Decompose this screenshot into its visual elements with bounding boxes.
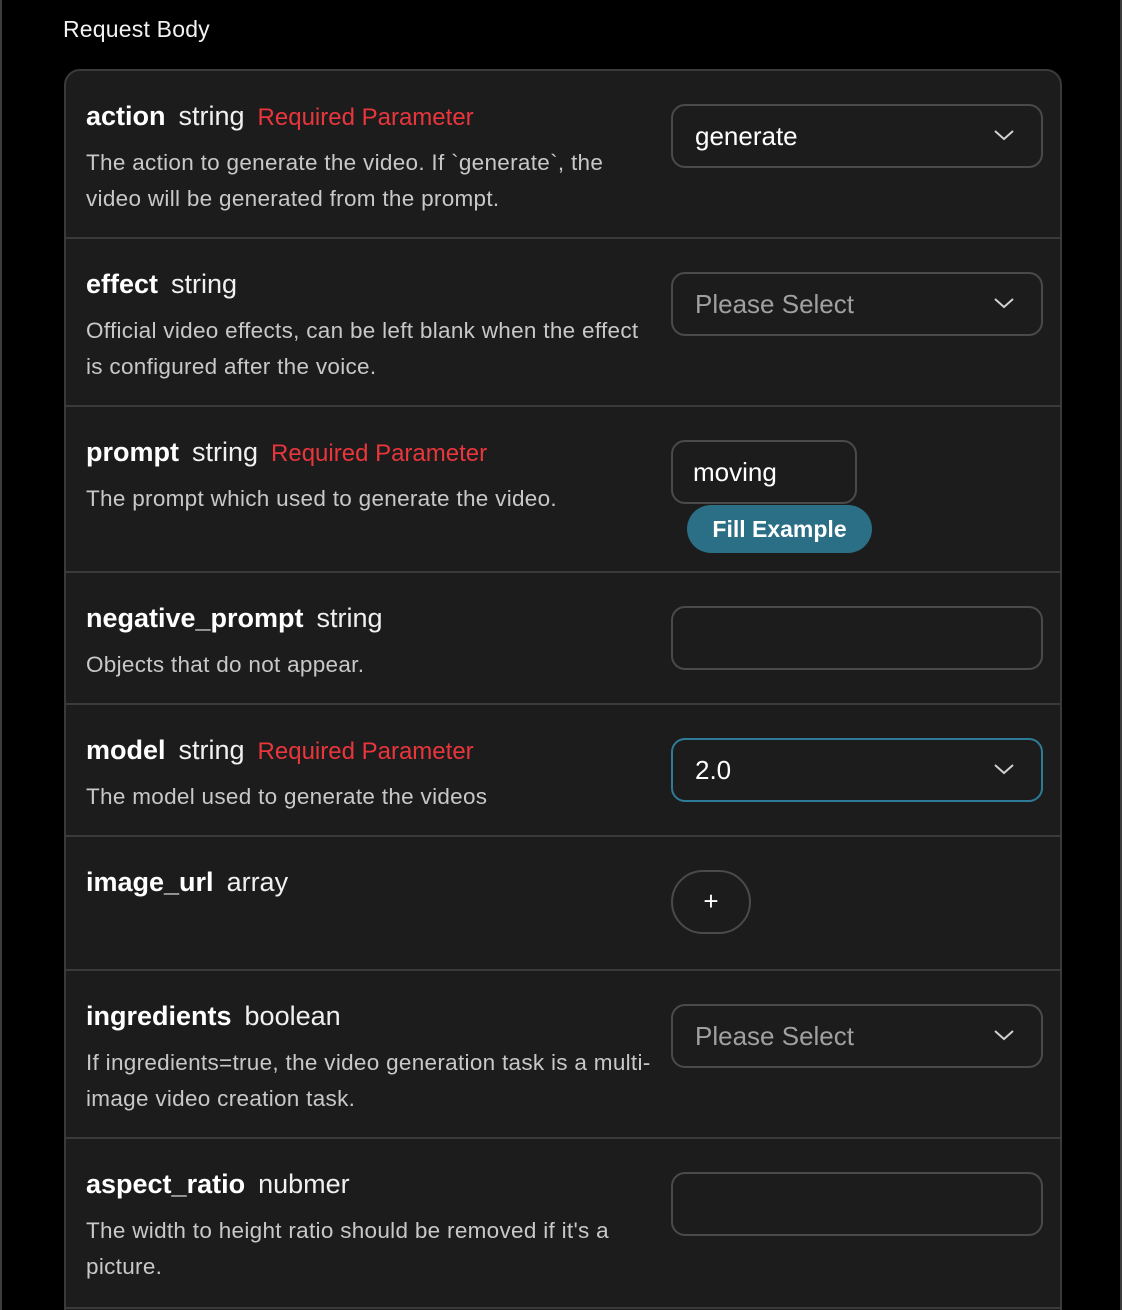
param-row-model xyxy=(66,705,1060,837)
action-select[interactable] xyxy=(671,104,1043,168)
model-select[interactable] xyxy=(671,738,1043,802)
request-body-title: Request Body xyxy=(63,16,210,42)
chevron-down-icon xyxy=(993,296,1015,310)
negative-prompt-input[interactable] xyxy=(671,606,1043,670)
param-row-ingredients xyxy=(66,971,1060,1139)
param-type: string xyxy=(171,269,238,299)
param-name: negative_prompt xyxy=(86,603,304,633)
param-name: action xyxy=(86,101,166,131)
param-info-model xyxy=(86,735,656,815)
param-description: Official video effects, can be left blank when the effect is configured after the voice. xyxy=(86,318,639,379)
param-info-prompt xyxy=(86,437,656,517)
prompt-input-value: moving xyxy=(693,457,777,487)
param-row-effect xyxy=(66,239,1060,407)
param-description: Objects that do not appear. xyxy=(86,652,365,677)
param-row-aspect-ratio xyxy=(66,1139,1060,1309)
request-body-params-panel xyxy=(64,69,1062,1310)
param-name: aspect_ratio xyxy=(86,1169,246,1199)
add-image-url-button[interactable] xyxy=(671,870,751,934)
plus-icon: + xyxy=(703,886,719,916)
param-info-image-url xyxy=(86,867,656,903)
param-info-negative-prompt xyxy=(86,603,656,683)
ingredients-select-placeholder: Please Select xyxy=(695,1021,854,1051)
param-type: boolean xyxy=(244,1001,341,1031)
param-row-negative-prompt xyxy=(66,573,1060,705)
chevron-down-icon xyxy=(993,762,1015,776)
param-type: string xyxy=(178,735,245,765)
required-badge: Required Parameter xyxy=(271,440,488,467)
param-description: If ingredients=true, the video generation task is a multi-image video creation task. xyxy=(86,1050,651,1111)
param-type: string xyxy=(178,101,245,131)
aspect-ratio-input[interactable] xyxy=(671,1172,1043,1236)
param-info-aspect-ratio xyxy=(86,1169,656,1285)
param-name: prompt xyxy=(86,437,179,467)
param-type: string xyxy=(191,437,259,467)
chevron-down-icon xyxy=(993,128,1015,142)
param-row-image-url xyxy=(66,837,1060,971)
param-description: The width to height ratio should be removed if it's a picture. xyxy=(86,1218,609,1279)
param-row-action xyxy=(66,71,1060,239)
effect-select-placeholder: Please Select xyxy=(695,289,854,319)
param-info-action xyxy=(86,101,656,217)
param-description: The prompt which used to generate the video. xyxy=(86,486,557,511)
model-select-value: 2.0 xyxy=(695,755,732,785)
param-name: model xyxy=(86,735,166,765)
param-description: The action to generate the video. If `generate`, the video will be generated from the prompt. xyxy=(86,150,604,211)
required-badge: Required Parameter xyxy=(257,738,474,765)
param-type: array xyxy=(226,867,289,897)
param-type: nubmer xyxy=(258,1169,350,1199)
param-description: The model used to generate the videos xyxy=(86,784,488,809)
param-type: string xyxy=(316,603,383,633)
param-row-prompt xyxy=(66,407,1060,573)
param-info-ingredients xyxy=(86,1001,656,1117)
effect-select[interactable] xyxy=(671,272,1043,336)
action-select-value: generate xyxy=(695,121,798,151)
ingredients-select[interactable] xyxy=(671,1004,1043,1068)
param-info-effect xyxy=(86,269,656,385)
fill-example-button[interactable]: Fill Example xyxy=(687,505,872,553)
chevron-down-icon xyxy=(993,1028,1015,1042)
param-name: ingredients xyxy=(86,1001,232,1031)
param-name: image_url xyxy=(86,867,214,897)
required-badge: Required Parameter xyxy=(257,104,474,131)
prompt-input[interactable] xyxy=(671,440,857,504)
param-name: effect xyxy=(86,269,159,299)
